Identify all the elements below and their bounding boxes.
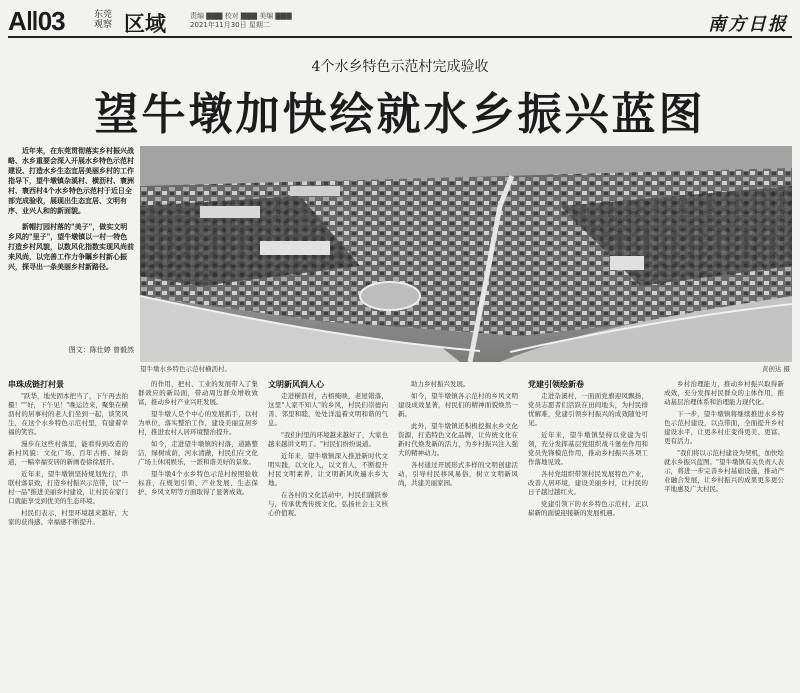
aerial-photo-illustration: [140, 146, 792, 362]
lead-paragraph: 新帽打园村落的"美子"，做实文明乡风的"里子"，望牛墩镇以一村一特色打造乡村风貌，以数风化指数实现风尚前来风尚，以完善工作力争瞩乡村新心振兴，探寻出一条美丽乡村新路径。: [8, 222, 134, 271]
article-kicker: 4个水乡特色示范村完成验收: [311, 59, 489, 75]
region-label: 区域: [124, 12, 166, 36]
aerial-village-photo: [140, 146, 792, 362]
body-column-4: [398, 380, 518, 686]
body-paragraph: 近年来，望牛墩镇深入推进新时代文明实践，以文化人，以文育人，不断提升村民文明素养，让文明新风吹遍水乡大地。: [268, 452, 388, 487]
body-paragraph: 走进杂溪村，一面面党旗迎风飘扬，党员志愿者们活跃在田间地头，为村民排忧解难，党建引领乡村振兴的成效随处可见。: [528, 392, 648, 427]
editor-meta: [190, 12, 292, 30]
photo-caption: 望牛墩水乡特色示范村横沥村。: [140, 365, 231, 373]
body-paragraph: 近年来，望牛墩镇坚持规划先行，串联村落景致，打造乡村振兴示范带，以"一村一品"推进美丽乡村建设，让村民在家门口就能享受到优美的生态环境。: [8, 470, 128, 505]
body-paragraph: 乡村治理能力，推动乡村振兴取得新成效，充分发挥村民群众的主体作用，推动基层治理体系和治理能力现代化。: [664, 380, 784, 406]
body-paragraph: 望牛墩人是个中心的发展抓手，以村为单位，落实整治工作，建设美丽宜居乡村，推进农村人居环境整治提升。: [138, 410, 258, 436]
body-paragraph: 的作用，把村、工业的发展带入了集群效应的新局面，带动周边群众增收致富，推动乡村产业兴旺发展。: [138, 380, 258, 406]
body-paragraph: 助力乡村振兴发展。: [411, 380, 470, 388]
body-paragraph: 下一步，望牛墩镇将继续推进水乡特色示范村建设，以点带面，全面提升乡村建设水平，让更多村庄变得更美、更富、更有活力。: [664, 410, 784, 445]
body-column-1: [8, 380, 128, 686]
body-column-5: [528, 380, 648, 686]
body-paragraph: 各村党组织带领村民发展特色产业，改善人居环境，建设美丽乡村，让村民的日子越过越红火。: [528, 470, 648, 496]
body-paragraph: 近年来，望牛墩镇坚持以党建为引领，充分发挥基层党组织战斗堡垒作用和党员先锋模范作用，推动乡村振兴各项工作落地见效。: [528, 431, 648, 466]
page-header: [8, 6, 792, 38]
body-paragraph: 如今，望牛墩镇各示范村的乡风文明建设成效显著，村民们的精神面貌焕然一新。: [398, 392, 518, 418]
body-paragraph: 望牛墩4个水乡特色示范村按照验收标准，在规划引领、产业发展、生态保护、乡风文明等方面取得了显著成效。: [138, 470, 258, 496]
body-column-3: [268, 380, 388, 686]
section-heading: 串珠成链打村景: [8, 380, 64, 389]
body-paragraph: 走进横沥村，古榕掩映，老屋错落，这里"人家不知人"的乡风，村民们崇德向善、邻里和睦，处处洋溢着文明和谐的气息。: [268, 392, 388, 427]
newspaper-brand: 南方日报: [708, 14, 788, 35]
section-heading: 党建引领绘新卷: [528, 380, 584, 389]
body-paragraph: 漫步在这些村落里，能看得到改造的新村风貌：文化广场、百年古榕、绿荫道，一幅幸福安居的新画卷徐徐展开。: [8, 440, 128, 466]
section-heading: 文明新风润人心: [268, 380, 324, 389]
body-paragraph: 村民们表示，村里环境越来越好，大家的获得感、幸福感不断提升。: [8, 509, 128, 526]
body-column-6: [664, 380, 784, 686]
lead-paragraphs: [8, 146, 134, 278]
body-paragraph: 在各村的文化活动中，村民们踊跃参与，传承优秀传统文化，弘扬社会主义核心价值观。: [268, 491, 388, 517]
byline: 图文：陈仕婷 曾毅然: [68, 346, 134, 354]
body-paragraph: 党建引领下的水乡特色示范村，正以崭新的面貌迎接新的发展机遇。: [528, 500, 648, 517]
date-line: 2021年11月30日 星期二: [190, 21, 270, 29]
body-paragraph: 此外，望牛墩镇还积极挖掘水乡文化资源，打造特色文化品牌，让传统文化在新时代焕发新的活力，为乡村振兴注入强大的精神动力。: [398, 422, 518, 457]
body-paragraph: 各村通过开展形式多样的文明创建活动，引导村民移风易俗，树立文明新风尚，共建美丽家园。: [398, 461, 518, 487]
editor-line: 责编 ▇▇▇ 校对 ▇▇▇ 美编 ▇▇▇: [190, 12, 292, 20]
photo-credit: 黄创达 摄: [761, 365, 790, 373]
lead-paragraph: 近年来，在东莞贯彻落实乡村振兴战略、水乡重要会深入开展水乡特色示范村建设、打造水乡生态宜居美丽乡村的工作指导下，望牛墩镇杂溪村、横沥村、寰洲村、寰西村4个水乡特色示范村于近日全部完成验收，展现出生态宜居、文明有序、业兴人和的新面貌。: [8, 146, 134, 215]
body-column-2: [138, 380, 258, 686]
page-number: A‖03: [8, 6, 65, 36]
article-headline: 望牛墩加快绘就水乡振兴蓝图: [94, 89, 706, 140]
section-name: 东莞观察: [93, 10, 112, 30]
body-paragraph: "我们将以示范村建设为契机，加快绘就水乡振兴蓝图。"望牛墩镇有关负责人表示，将进一步完善乡村基础设施，推动产业融合发展，让乡村振兴的成果更多更公平地惠及广大村民。: [664, 449, 784, 493]
body-paragraph: "跃华，地先固本把当了，下午再去拍摄！""好，下午见！"晚运边来，聚集在横沥村的居事村的老人们坐到一起，谈笑风生，在这个水乡特色示范村里，有建着幸福的笑容。: [8, 392, 128, 436]
body-paragraph: 如今，走进望牛墩镇的村落，道路整洁，绿树成荫，河水清澈，村民们在文化广场上休闲娱乐，一派和谐美好的景象。: [138, 440, 258, 466]
body-paragraph: "我们村里的环境越来越好了，大家也越来越讲文明了。"村民们纷纷说道。: [268, 431, 388, 448]
